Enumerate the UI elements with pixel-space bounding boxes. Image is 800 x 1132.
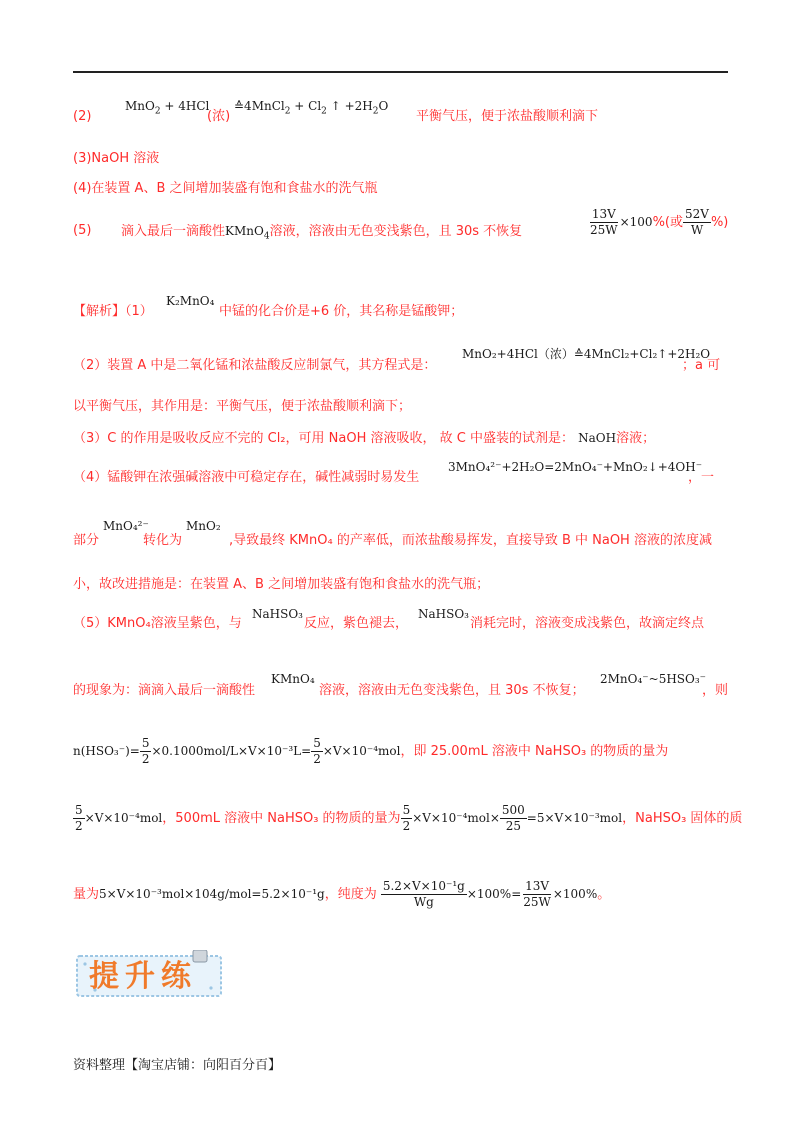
analysis-p5-head: （5）KMnO₄溶液呈紫色，与 [73, 616, 242, 631]
analysis-p2-tail: ；a 可 [682, 358, 721, 373]
answer-5 [73, 222, 91, 240]
analysis-p2: （2）装置 A 中是二氧化锰和浓盐酸反应制氯气，其方程式是： [73, 358, 437, 373]
analysis-p6-f1: KMnO₄ [271, 672, 315, 686]
analysis-p8: $\frac{5}{2}$ ×V×10⁻⁴mol，500mL 溶液中 NaHSO₃ 的物质的量为 $\frac{5}{2}$ ×V×10⁻⁴mol× $\frac{500}{25}$ =5×V×10⁻³mol，NaHSO₃ 固体的质 [75, 803, 743, 833]
analysis-p6-f2: 2MnO₄⁻~5HSO₃⁻ [600, 672, 706, 686]
answer-5-text: 滴入最后一滴酸性KMnO$_4$溶液，溶液由无色变浅紫色，且 30s 不恢复 [121, 224, 523, 242]
answer-2-equation [125, 97, 209, 115]
answer-2 [73, 108, 91, 126]
answer-5-label: (5) [73, 223, 92, 238]
answer-2-products: ≙4MnCl$_2$ + $Cl_2$ ↑ $+2H_2O$ [234, 99, 389, 117]
analysis-p4b-text: ,导致最终 KMnO₄ 的产率低，而浓盐酸易挥发，直接导致 B 中 NaOH 溶液的浓度减 [229, 533, 712, 548]
header-rule [73, 71, 728, 73]
analysis-p6-tail: ，则 [702, 683, 729, 698]
analysis-p6-head: 的现象为：滴滴入最后一滴酸性 [73, 683, 256, 698]
analysis-p2b: 以平衡气压，其作用是：平衡气压，便于浓盐酸顺利滴下； [73, 399, 412, 414]
analysis-p2-eq: MnO₂+4HCl（浓）≙4MnCl₂+Cl₂↑+2H₂O [462, 347, 711, 361]
analysis-p3: （3）C 的作用是吸收反应不完的 Cl₂，可用 NaOH 溶液吸收， 故 C 中盛装的试剂是： NaOH溶液； [73, 431, 656, 446]
eq-hcl: + 4HCl [160, 99, 210, 113]
answer-4: (4)在装置 A、B 之间增加装盛有饱和食盐水的洗气瓶 [73, 181, 378, 196]
analysis-p1: 【解析】（1） [73, 304, 153, 319]
analysis-p4-eq: 3MnO₄²⁻+2H₂O=2MnO₄⁻+MnO₂↓+4OH⁻ [448, 460, 703, 474]
analysis-p1-text: 中锰的化合价是+6 价，其名称是锰酸钾； [219, 304, 464, 319]
answer-2-conc: (浓) [207, 109, 231, 124]
answer-2-note: 平衡气压，便于浓盐酸顺利滴下 [416, 109, 599, 124]
analysis-p5-f1: NaHSO₃ [252, 607, 303, 621]
analysis-p4b-head: 部分 [73, 533, 100, 548]
badge-text: 提升练 [89, 959, 197, 994]
analysis-p5-f2: NaHSO₃ [418, 607, 469, 621]
analysis-p6-mid: 溶液，溶液由无色变浅紫色，且 30s 不恢复； [319, 683, 585, 698]
practice-badge [75, 950, 225, 1000]
answer-3: (3)NaOH 溶液 [73, 151, 160, 166]
analysis-p5-tail: 消耗完时，溶液变成浅紫色，故滴定终点 [470, 616, 705, 631]
analysis-p5-mid: 反应，紫色褪去， [304, 616, 409, 631]
analysis-p4b-mid: 转化为 [143, 533, 183, 548]
analysis-p4b-f2: MnO₂ [186, 519, 221, 533]
analysis-p1-formula: K₂MnO₄ [166, 294, 215, 308]
answer-5-formula: $\frac{13V}{25W}$ ×100%(或 $\frac{52V}{W}$ %) [590, 207, 729, 237]
analysis-p4b-f1: MnO₄²⁻ [103, 519, 149, 533]
answer-2-label: (2) [73, 109, 92, 124]
analysis-p4-tail: ，一 [688, 470, 715, 485]
analysis-p7: n(HSO₃⁻)= $\frac{5}{2}$ ×0.1000mol/L×V×10⁻³L= $\frac{5}{2}$ ×V×10⁻⁴mol，即 25.00mL 溶液中 NaHSO₃ 的物质的量为 [73, 736, 669, 766]
eq-mno2: MnO$_2$ [125, 99, 161, 117]
analysis-p4: （4）锰酸钾在浓强碱溶液中可稳定存在，碱性减弱时易发生 [73, 470, 420, 485]
footer-source: 资料整理【淘宝店铺：向阳百分百】 [73, 1058, 282, 1073]
analysis-p9: 量为5×V×10⁻³mol×104g/mol=5.2×10⁻¹g，纯度为 $\frac{\text{5.2×V×10⁻¹g}}{Wg}$ ×100%= $\frac{13V}{25W}$ ×100%。 [73, 879, 611, 909]
analysis-p4c: 小，故改进措施是：在装置 A、B 之间增加装盛有饱和食盐水的洗气瓶； [73, 577, 490, 592]
